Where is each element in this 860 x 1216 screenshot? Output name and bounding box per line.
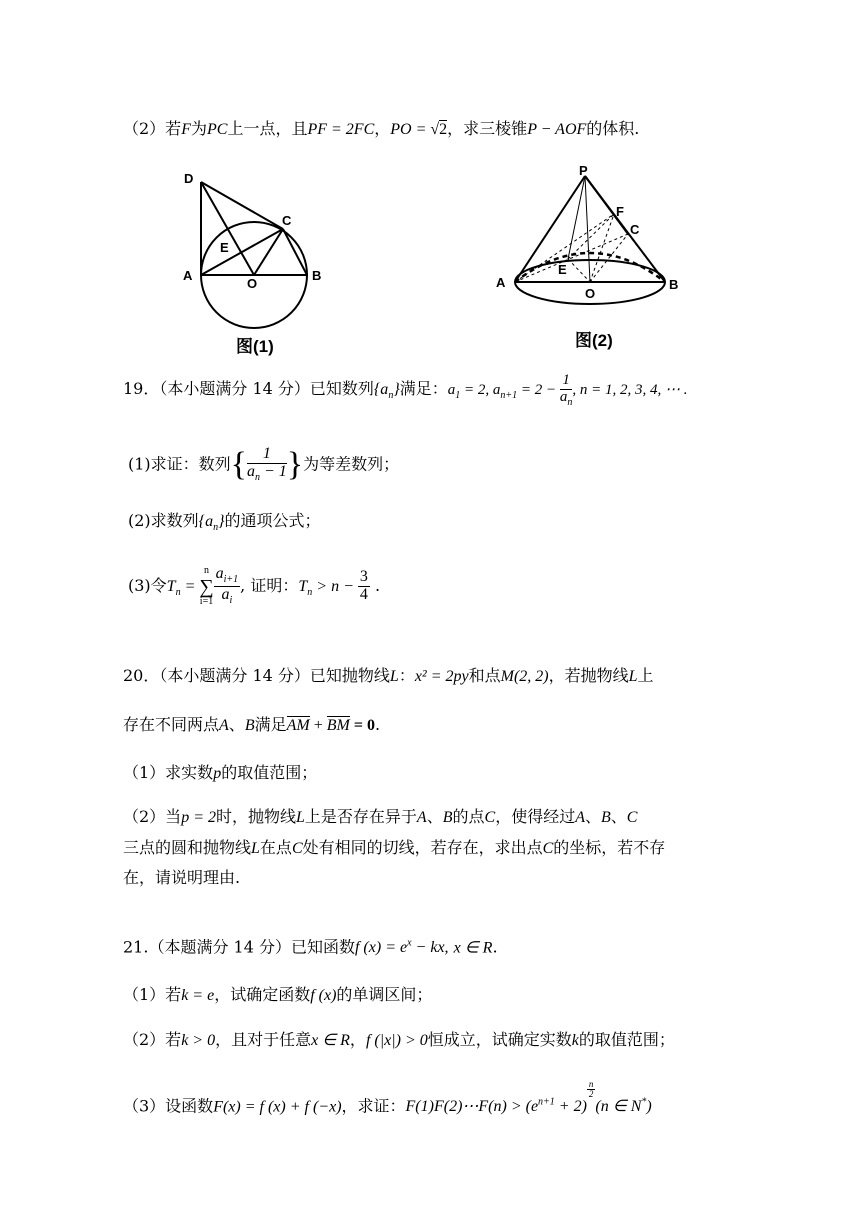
q20-l4-C2: C — [542, 840, 554, 857]
fig2-label-C: C — [630, 222, 640, 237]
pyramid-name: P − AOF — [527, 121, 587, 138]
q18-t3: ， — [374, 119, 391, 138]
q20-L: L — [389, 668, 399, 685]
q21-xR: x ∈ R — [453, 939, 493, 957]
q20-part2-line1 — [123, 809, 637, 826]
q20-line2a: 存在不同两点 — [123, 715, 220, 734]
fig1-label-E: E — [220, 240, 229, 255]
q20-plus: + — [309, 717, 327, 734]
q20-p2-C2: C — [626, 809, 638, 826]
q20-p2a: （2）当 — [123, 807, 182, 826]
segment-PC: PC — [206, 121, 228, 138]
q19-p3-mid: , 证明： — [240, 576, 299, 595]
q20-dot: . — [374, 715, 381, 734]
q20-line2 — [123, 717, 380, 734]
fig1-AC — [201, 229, 283, 275]
q19-part3 — [128, 566, 380, 607]
q21-p1a: （1）若 — [123, 985, 182, 1004]
q19-p1-prefix: (1)求证：数列 — [128, 454, 231, 474]
fig1-label-D: D — [184, 171, 194, 186]
q19-p3-end: . — [369, 576, 381, 595]
fig2-label-O: O — [585, 286, 596, 301]
q20-p1: （1）求实数 — [123, 763, 214, 782]
q21-p1-fx: f (x) — [310, 987, 337, 1004]
q20-p2-A: A — [416, 809, 427, 826]
fig2-caption: 图(2) — [575, 331, 613, 350]
figure-1 — [170, 165, 340, 360]
point-F: F — [181, 121, 191, 138]
q19-p3-T: $T_n$ = — [166, 578, 200, 599]
q20-sep: 、 — [228, 715, 245, 734]
fig2-label-F: F — [616, 204, 624, 219]
q21-p2-eq: k > 0 — [181, 1032, 216, 1049]
q20-line2b: 满足 — [254, 715, 287, 734]
q19-p1-fraction: $\frac{1}{a_n - 1}$ — [247, 445, 287, 483]
q20-line1 — [123, 668, 654, 685]
q20-colon: ： — [398, 666, 415, 685]
q20-head: 20．（本小题满分 14 分）已知抛物线 — [123, 666, 390, 685]
q21-p2a: （2）若 — [123, 1030, 182, 1049]
fig2-label-B: B — [669, 277, 679, 292]
q20-p2-C: C — [484, 809, 496, 826]
q21-p3-product: F(1)F(2)⋯F(n) > $(e^{n+1} + 2)$ $^{\frac{n}{2}}$ (n ∈ N*) — [405, 1079, 652, 1116]
q19-p3-ratio: $\frac{a_{i+1}}{a_i}$ — [215, 565, 239, 607]
q20-p2d: 的点 — [452, 807, 485, 826]
q21-p2b: ，且对于任意 — [215, 1030, 312, 1049]
q19-p3-ineq: $T_n > n$ − — [298, 578, 358, 599]
q19-part1: (1)求证：数列{ $\frac{1}{a_n - 1}$ }为等差数列； — [128, 445, 400, 483]
q21-p2-x: x ∈ R — [311, 1032, 350, 1049]
q20-L2: L — [628, 668, 638, 685]
q20-A: A — [219, 717, 229, 734]
q20-p2c: 上是否存在异于 — [304, 807, 417, 826]
figure-2 — [490, 162, 690, 357]
q20-p2b: 时，抛物线 — [215, 807, 296, 826]
eq-PF: PF = 2FC — [307, 121, 375, 138]
q18-t1: 为 — [190, 119, 207, 138]
q21-dot: . — [492, 937, 498, 957]
q21-p2e: 的取值范围； — [578, 1030, 675, 1049]
q20-l4d: 的坐标，若不存 — [553, 838, 666, 857]
q20-t3: 上 — [637, 666, 654, 685]
q19-satisfy: 满足： — [399, 379, 448, 399]
q21-p2c: ， — [349, 1030, 366, 1049]
q19-p2-suffix: 的通项公式； — [224, 511, 321, 530]
fig2-label-A: A — [496, 275, 506, 290]
q21-part1 — [123, 987, 432, 1004]
q20-p: p — [213, 765, 222, 782]
fig1-label-O: O — [247, 276, 258, 291]
q19-condition: $a_1 = 2$, $a_{n+1} = 2$ − $\frac{1}{a_n}$ , n = 1, 2, 3, 4, ⋯ . — [447, 372, 688, 408]
fig1-OC — [254, 229, 283, 275]
eq-PO: PO = — [390, 121, 431, 138]
q20-p2-sep2: 、 — [584, 807, 601, 826]
q20-p2-eq: p = 2 — [181, 809, 216, 826]
q20-part2-line3 — [123, 870, 240, 886]
fig1-caption: 图(1) — [236, 337, 274, 356]
q20-eq0: = 0 — [349, 717, 375, 734]
q21-p2-f: f (|x|) > 0 — [365, 1032, 428, 1049]
q20-p2e: ，使得经过 — [495, 807, 576, 826]
q20-M: M(2, 2) — [500, 668, 549, 685]
q19-seq: $\{a_n\}$ — [373, 381, 400, 402]
q19-p3-sum: n ∑ i=1 — [199, 565, 214, 607]
q20-vec-BM: BM — [326, 717, 350, 734]
q20-eq: x² = 2py — [414, 668, 469, 685]
q18-t2: 上一点，且 — [227, 119, 308, 138]
q20-p1-end: 的取值范围； — [221, 763, 318, 782]
q20-l4-L: L — [251, 840, 260, 857]
fig2-EO — [568, 259, 590, 282]
q20-B: B — [244, 717, 255, 734]
q19-part2 — [128, 513, 321, 533]
q21-p3b: ，求证： — [341, 1096, 406, 1116]
fig2-label-P: P — [579, 163, 588, 178]
q19-p2-seq: $\{a_n\}$ — [198, 513, 225, 534]
q19-header — [123, 372, 688, 408]
fig1-label-C: C — [282, 213, 292, 228]
q21-p3-F: F(x) = f (x) + f (−x) — [213, 1098, 342, 1116]
q21-p2-k: k — [571, 1032, 579, 1049]
q20-t2: ，若抛物线 — [548, 666, 629, 685]
q19-p3-threequarters: $\frac{3}{4}$ — [359, 568, 368, 603]
q21-part3 — [123, 1080, 652, 1115]
q20-t1: 和点 — [468, 666, 501, 685]
q18-prefix: （2）若 — [123, 119, 182, 138]
q20-p2-B: B — [442, 809, 453, 826]
q19-p2-prefix: (2)求数列 — [128, 511, 199, 530]
q21-header — [123, 939, 498, 956]
fig2-PO — [585, 176, 590, 282]
q21-p1-eq: k = e — [181, 987, 215, 1004]
q21-p1c: 的单调区间； — [336, 985, 433, 1004]
q20-part2-line2 — [123, 840, 665, 857]
q20-p2-A2: A — [575, 809, 585, 826]
q19-p1-suffix: 为等差数列； — [303, 454, 400, 474]
q20-l4-C: C — [291, 840, 303, 857]
q18-part2 — [123, 121, 639, 138]
fig2-OC — [590, 234, 628, 282]
q20-p2-sep3: 、 — [610, 807, 627, 826]
sqrt-symbol: √ — [430, 121, 440, 138]
q21-p1b: ，试确定函数 — [214, 985, 311, 1004]
fig1-label-A: A — [183, 268, 193, 283]
fig1-label-B: B — [312, 268, 322, 283]
q21-part2 — [123, 1032, 675, 1049]
q19-p3-prefix: (3)令 — [128, 576, 167, 595]
q20-l5: 在，请说明理由. — [123, 868, 241, 887]
fig1-CB — [283, 229, 307, 275]
q21-p3a: （3）设函数 — [123, 1096, 214, 1116]
sqrt-value: 2 — [439, 121, 448, 138]
q18-t4: ，求三棱锥 — [447, 119, 528, 138]
fig2-OF — [590, 214, 614, 282]
q21-p2d: 恒成立，试确定实数 — [427, 1030, 572, 1049]
q20-part1 — [123, 765, 317, 782]
fig2-label-E: E — [558, 262, 567, 277]
q20-vec-AM: AM — [286, 717, 310, 734]
q18-t5: 的体积. — [586, 119, 640, 138]
q20-p2-B2: B — [601, 809, 611, 826]
q20-p2-sep: 、 — [426, 807, 443, 826]
q21-head: 21.（本题满分 14 分）已知函数 — [123, 937, 355, 957]
q20-p2-L: L — [296, 809, 305, 826]
q20-l4c: 处有相同的切线，若存在，求出点 — [302, 838, 543, 857]
q20-l4a: 三点的圆和抛物线 — [123, 838, 252, 857]
q19-head: 19．（本小题满分 14 分）已知数列 — [123, 379, 374, 399]
q20-l4b: 在点 — [259, 838, 292, 857]
q21-f: f $(x) = e^x$ − kx, — [354, 938, 449, 957]
